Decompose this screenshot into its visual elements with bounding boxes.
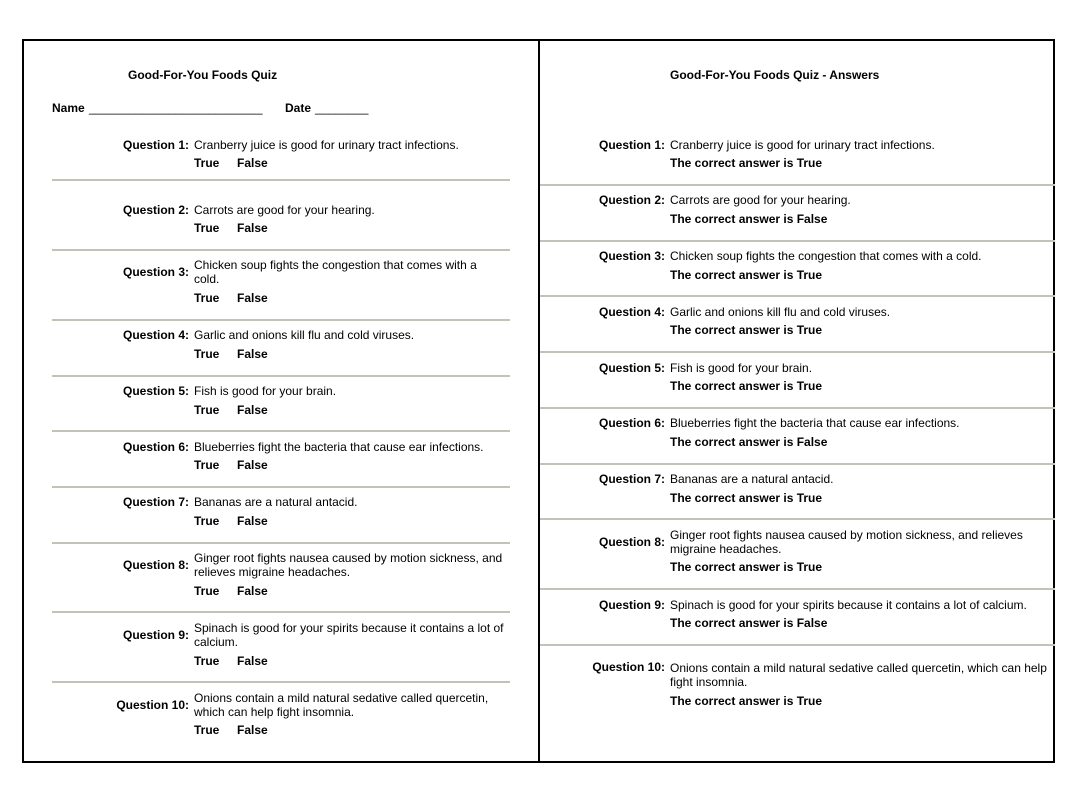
answer-separator (540, 184, 1055, 186)
question-text: Spinach is good for your spirits because it contains a lot of calcium. (670, 598, 1027, 612)
true-option[interactable]: True (194, 221, 220, 235)
false-option[interactable]: False (237, 514, 268, 528)
name-blank[interactable]: __________________________ (89, 101, 263, 115)
correct-answer: The correct answer is True (670, 560, 823, 574)
answer-separator (540, 644, 1055, 646)
question-separator (52, 319, 510, 321)
question-text: Ginger root fights nausea caused by motion sickness, and relieves migraine headaches. (194, 551, 503, 579)
question-text: Carrots are good for your hearing. (194, 203, 375, 217)
true-option[interactable]: True (194, 654, 220, 668)
true-option[interactable]: True (194, 156, 220, 170)
question-text: Carrots are good for your hearing. (670, 193, 851, 207)
question-text: Fish is good for your brain. (194, 384, 337, 398)
answer-separator (540, 407, 1055, 409)
question-label: Question 1: (598, 138, 665, 152)
question-text: Bananas are a natural antacid. (194, 495, 358, 509)
question-text: Ginger root fights nausea caused by motion sickness, and relieves migraine headaches. (670, 528, 1023, 556)
question-label: Question 7: (122, 495, 189, 509)
question-label: Question 9: (122, 628, 189, 642)
column-divider (538, 39, 540, 763)
correct-answer: The correct answer is True (670, 268, 823, 282)
question-label: Question 8: (598, 535, 665, 549)
question-label: Question 10: (592, 660, 665, 674)
true-option[interactable]: True (194, 347, 220, 361)
date-blank[interactable]: ________ (315, 101, 369, 115)
quiz-title: Good-For-You Foods Quiz (128, 68, 278, 82)
question-label: Question 3: (122, 265, 189, 279)
question-label: Question 10: (116, 698, 189, 712)
question-label: Question 7: (598, 472, 665, 486)
question-label: Question 3: (598, 249, 665, 263)
question-text: Cranberry juice is good for urinary tract infections. (194, 138, 459, 152)
answer-separator (540, 351, 1055, 353)
answer-separator (540, 518, 1055, 520)
correct-answer: The correct answer is True (670, 491, 823, 505)
question-label: Question 2: (598, 193, 665, 207)
false-option[interactable]: False (237, 458, 268, 472)
question-label: Question 8: (122, 558, 189, 572)
question-separator (52, 375, 510, 377)
false-option[interactable]: False (237, 221, 268, 235)
question-text: Garlic and onions kill flu and cold viruses. (194, 328, 415, 342)
question-label: Question 6: (122, 440, 189, 454)
false-option[interactable]: False (237, 156, 268, 170)
correct-answer: The correct answer is True (670, 323, 823, 337)
question-text: Blueberries fight the bacteria that cause ear infections. (194, 440, 484, 454)
question-label: Question 1: (122, 138, 189, 152)
answer-separator (540, 295, 1055, 297)
question-text: Bananas are a natural antacid. (670, 472, 834, 486)
question-label: Question 5: (122, 384, 189, 398)
false-option[interactable]: False (237, 347, 268, 361)
correct-answer: The correct answer is True (670, 156, 823, 170)
correct-answer: The correct answer is False (670, 616, 828, 630)
correct-answer: The correct answer is True (670, 694, 823, 708)
question-label: Question 4: (598, 305, 665, 319)
question-text: Garlic and onions kill flu and cold viruses. (670, 305, 891, 319)
correct-answer: The correct answer is False (670, 212, 828, 226)
true-option[interactable]: True (194, 584, 220, 598)
name-label: Name (52, 101, 85, 115)
answer-separator (540, 463, 1055, 465)
question-separator (52, 179, 510, 181)
false-option[interactable]: False (237, 584, 268, 598)
question-label: Question 6: (598, 416, 665, 430)
question-text: Fish is good for your brain. (670, 361, 813, 375)
question-text: Chicken soup fights the congestion that comes with a cold. (194, 258, 477, 286)
question-label: Question 5: (598, 361, 665, 375)
question-text: Chicken soup fights the congestion that comes with a cold. (670, 249, 982, 263)
question-separator (52, 486, 510, 488)
date-label: Date (285, 101, 312, 115)
false-option[interactable]: False (237, 403, 268, 417)
question-label: Question 9: (598, 598, 665, 612)
question-separator (52, 681, 510, 683)
correct-answer: The correct answer is False (670, 435, 828, 449)
answer-separator (540, 240, 1055, 242)
question-separator (52, 611, 510, 613)
true-option[interactable]: True (194, 514, 220, 528)
question-text: Blueberries fight the bacteria that cause ear infections. (670, 416, 960, 430)
question-label: Question 2: (122, 203, 189, 217)
true-option[interactable]: True (194, 458, 220, 472)
question-text: Cranberry juice is good for urinary tract infections. (670, 138, 935, 152)
true-option[interactable]: True (194, 291, 220, 305)
question-text: Spinach is good for your spirits because it contains a lot of calcium. (194, 621, 504, 649)
false-option[interactable]: False (237, 291, 268, 305)
correct-answer: The correct answer is True (670, 379, 823, 393)
question-label: Question 4: (122, 328, 189, 342)
question-text: Onions contain a mild natural sedative called quercetin, which can help fight insomnia. (670, 661, 1047, 689)
true-option[interactable]: True (194, 403, 220, 417)
false-option[interactable]: False (237, 654, 268, 668)
answer-separator (540, 588, 1055, 590)
question-separator (52, 430, 510, 432)
true-option[interactable]: True (194, 723, 220, 737)
answers-title: Good-For-You Foods Quiz - Answers (670, 68, 880, 82)
question-separator (52, 542, 510, 544)
question-separator (52, 249, 510, 251)
false-option[interactable]: False (237, 723, 268, 737)
question-text: Onions contain a mild natural sedative called quercetin, which can help fight insomnia. (194, 691, 489, 719)
